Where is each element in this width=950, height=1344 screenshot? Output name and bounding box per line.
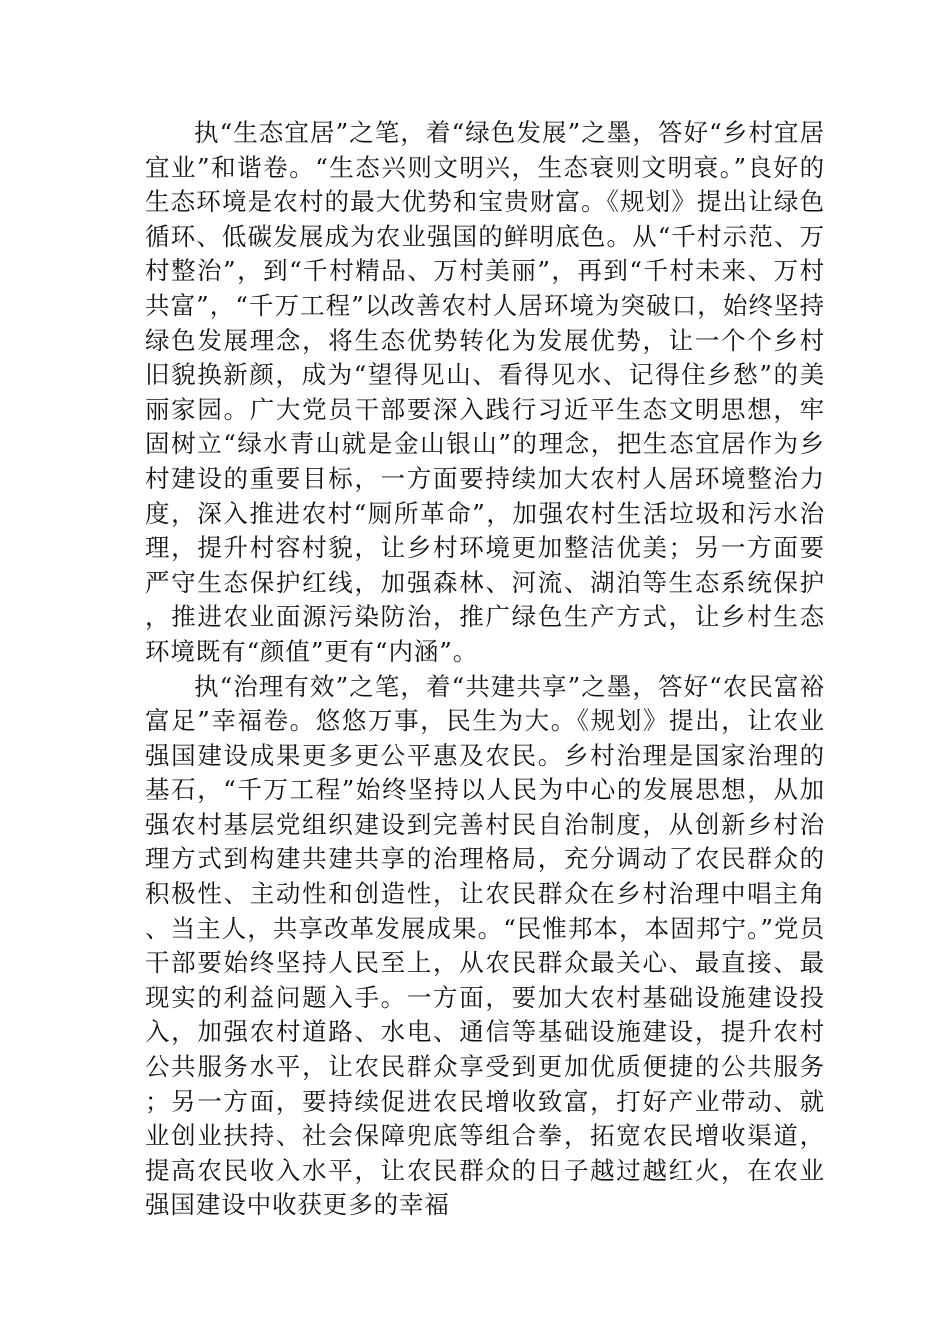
document-body xyxy=(145,116,825,1223)
paragraph-governance: 执“治理有效”之笔，着“共建共享”之墨，答好“农民富裕富足”幸福卷。悠悠万事，民生为大。《规划》提出，让农业强国建设成果更多更公平惠及农民。乡村治理是国家治理的基石，“千万工程”始终坚持以人民为中心的发展思想，从加强农村基层党组织建设到完善村民自治制度，从创新乡村治理方式到构建共建共享的治理格局，充分调动了农民群众的积极性、主动性和创造性，让农民群众在乡村治理中唱主角、当主人，共享改革发展成果。“民惟邦本，本固邦宁。”党员干部要始终坚持人民至上，从农民群众最关心、最直接、最现实的利益问题入手。一方面，要加大农村基础设施建设投入，加强农村道路、水电、通信等基础设施建设，提升农村公共服务水平，让农民群众享受到更加优质便捷的公共服务；另一方面，要持续促进农民增收致富，打好产业带动、就业创业扶持、社会保障兜底等组合拳，拓宽农民增收渠道，提高农民收入水平，让农民群众的日子越过越红火，在农业强国建设中收获更多的幸福 xyxy=(145,671,825,1220)
paragraph-ecology: 执“生态宜居”之笔，着“绿色发展”之墨，答好“乡村宜居宜业”和谐卷。“生态兴则文明兴，生态衰则文明衰。”良好的生态环境是农村的最大优势和宝贵财富。《规划》提出让绿色循环、低碳发展成为农业强国的鲜明底色。从“千村示范、万村整治”，到“千村精品、万村美丽”，再到“千村未来、万村共富”，“千万工程”以改善农村人居环境为突破口，始终坚持绿色发展理念，将生态优势转化为发展优势，让一个个乡村旧貌换新颜，成为“望得见山、看得见水、记得住乡愁”的美丽家园。广大党员干部要深入践行习近平生态文明思想，牢固树立“绿水青山就是金山银山”的理念，把生态宜居作为乡村建设的重要目标，一方面要持续加大农村人居环境整治力度，深入推进农村“厕所革命”，加强农村生活垃圾和污水治理，提升村容村貌，让乡村环境更加整洁优美；另一方面要严守生态保护红线，加强森林、河流、湖泊等生态系统保护，推进农业面源污染防治，推广绿色生产方式，让乡村生态环境既有“颜值”更有“内涵”。 xyxy=(145,118,825,666)
